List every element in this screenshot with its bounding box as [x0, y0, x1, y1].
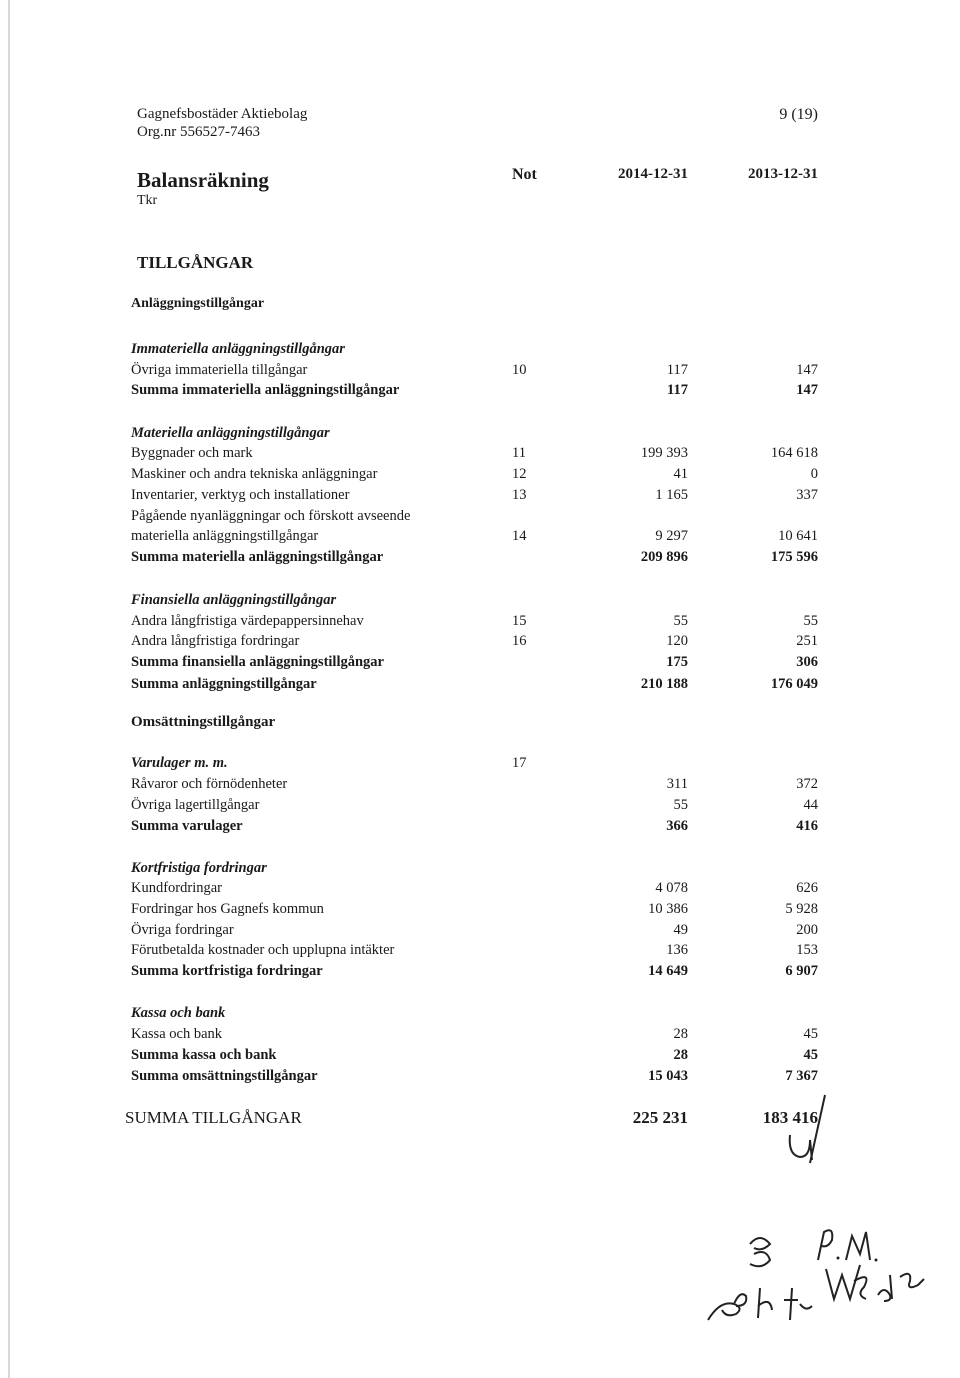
table-row [0, 613, 960, 633]
company-name: Gagnefsbostäder Aktiebolag [137, 106, 308, 122]
group-heading-row [0, 1005, 960, 1025]
row-value-2014: 199 393 [640, 445, 688, 461]
column-header-2013: 2013-12-31 [748, 166, 818, 182]
column-header-2014: 2014-12-31 [618, 166, 688, 182]
row-value-2013: 153 [796, 942, 818, 958]
sum-row [0, 676, 960, 696]
table-row [0, 445, 960, 465]
row-label: Kassa och bank [131, 1005, 226, 1021]
row-label: Råvaror och förnödenheter [131, 776, 288, 792]
row-value-2014: 15 043 [648, 1068, 688, 1084]
row-note: 12 [512, 466, 527, 482]
row-value-2014: 55 [673, 797, 688, 813]
row-value-2014: 209 896 [640, 549, 688, 565]
row-value-2014: 366 [666, 818, 688, 834]
row-value-2013: 200 [796, 922, 818, 938]
row-label: Summa kortfristiga fordringar [131, 963, 323, 979]
group-heading-row [0, 755, 960, 775]
row-note: 17 [512, 755, 527, 771]
section-title: TILLGÅNGAR [137, 253, 254, 272]
row-value-2014: 120 [666, 633, 688, 649]
table-row [0, 922, 960, 942]
row-label: Andra långfristiga värdepappersinnehav [131, 613, 364, 629]
row-value-2014: 28 [673, 1026, 688, 1042]
row-label: Kortfristiga fordringar [131, 860, 267, 876]
row-value-2014: 14 649 [648, 963, 688, 979]
row-label: Kassa och bank [131, 1026, 223, 1042]
row-value-2013: 7 367 [785, 1068, 818, 1084]
row-label: Fordringar hos Gagnefs kommun [131, 901, 324, 917]
table-row [0, 1026, 960, 1046]
unit-label: Tkr [137, 193, 158, 208]
row-value-2014: 136 [666, 942, 688, 958]
row-label: SUMMA TILLGÅNGAR [125, 1108, 302, 1127]
row-label: Byggnader och mark [131, 445, 253, 461]
row-label: Summa immateriella anläggningstillgångar [131, 382, 400, 398]
row-label: Maskiner och andra tekniska anläggningar [131, 466, 378, 482]
row-value-2013: 55 [803, 613, 818, 629]
page-number: 9 (19) [779, 106, 818, 123]
row-value-2014: 41 [673, 466, 688, 482]
row-value-2014: 55 [673, 613, 688, 629]
row-value-2014: 225 231 [632, 1108, 688, 1127]
sum-row [0, 382, 960, 402]
table-row [0, 880, 960, 900]
row-value-2013: 372 [796, 776, 818, 792]
sum-row [0, 818, 960, 838]
row-label: materiella anläggningstillgångar [131, 528, 319, 544]
row-value-2013: 45 [803, 1026, 818, 1042]
table-row [0, 508, 960, 528]
table-row [0, 797, 960, 817]
row-label: Summa finansiella anläggningstillgångar [131, 654, 384, 670]
row-note: 14 [512, 528, 527, 544]
row-value-2013: 5 928 [785, 901, 818, 917]
row-value-2013: 45 [803, 1047, 818, 1063]
row-label: Summa materiella anläggningstillgångar [131, 549, 384, 565]
row-value-2013: 0 [810, 466, 818, 482]
row-value-2014: 210 188 [640, 676, 688, 692]
row-note: 16 [512, 633, 527, 649]
row-label: Summa kassa och bank [131, 1047, 277, 1063]
row-value-2013: 10 641 [778, 528, 818, 544]
row-label: Finansiella anläggningstillgångar [131, 592, 337, 608]
row-label: Andra långfristiga fordringar [131, 633, 300, 649]
row-label: Förutbetalda kostnader och upplupna intäkter [131, 942, 395, 958]
org-number: Org.nr 556527-7463 [137, 124, 261, 140]
row-value-2013: 626 [796, 880, 818, 896]
subsection-title: Omsättningstillgångar [131, 714, 276, 730]
row-value-2014: 28 [673, 1047, 688, 1063]
row-value-2013: 6 907 [785, 963, 818, 979]
table-row [0, 942, 960, 962]
row-label: Varulager m. m. [131, 755, 228, 771]
page-title: Balansräkning [137, 168, 269, 192]
row-value-2013: 175 596 [770, 549, 818, 565]
row-value-2013: 337 [796, 487, 818, 503]
row-value-2014: 117 [666, 362, 688, 378]
signature-initial-u [770, 1085, 850, 1165]
group-heading-row [0, 592, 960, 612]
row-value-2013: 44 [803, 797, 818, 813]
row-value-2013: 306 [796, 654, 818, 670]
row-value-2014: 311 [666, 776, 688, 792]
row-label: Övriga lagertillgångar [131, 797, 260, 813]
signature-wp [820, 1255, 930, 1315]
row-value-2014: 117 [667, 382, 688, 398]
sum-row [0, 549, 960, 569]
table-row [0, 901, 960, 921]
column-header-note: Not [512, 166, 537, 183]
row-value-2014: 10 386 [648, 901, 688, 917]
row-label: Summa anläggningstillgångar [131, 676, 317, 692]
row-value-2014: 49 [673, 922, 688, 938]
row-value-2013: 147 [796, 382, 818, 398]
row-value-2013: 176 049 [770, 676, 818, 692]
group-heading-row [0, 341, 960, 361]
row-label: Övriga fordringar [131, 922, 234, 938]
table-row [0, 362, 960, 382]
row-note: 10 [512, 362, 527, 378]
group-heading-row [0, 860, 960, 880]
row-label: Materiella anläggningstillgångar [131, 425, 330, 441]
row-label: Immateriella anläggningstillgångar [131, 341, 345, 357]
row-note: 15 [512, 613, 527, 629]
row-value-2014: 4 078 [655, 880, 688, 896]
row-value-2013: 416 [796, 818, 818, 834]
row-value-2013: 251 [796, 633, 818, 649]
sum-row [0, 963, 960, 983]
row-value-2013: 183 416 [762, 1108, 818, 1127]
row-label: Kundfordringar [131, 880, 223, 896]
row-label: Övriga immateriella tillgångar [131, 362, 308, 378]
row-value-2014: 175 [666, 654, 688, 670]
table-row [0, 466, 960, 486]
row-label: Inventarier, verktyg och installationer [131, 487, 350, 503]
row-value-2014: 1 165 [655, 487, 688, 503]
row-value-2013: 164 618 [770, 445, 818, 461]
row-label: Summa omsättningstillgångar [131, 1068, 318, 1084]
row-value-2013: 147 [796, 362, 818, 378]
subsection-title: Anläggningstillgångar [131, 296, 265, 311]
sum-row [0, 654, 960, 674]
row-note: 11 [512, 445, 526, 461]
signature-initials-b-kt [700, 1270, 820, 1330]
row-note: 13 [512, 487, 527, 503]
table-row [0, 633, 960, 653]
table-row [0, 487, 960, 507]
row-value-2014: 9 297 [655, 528, 688, 544]
row-label: Pågående nyanläggningar och förskott avseende [131, 508, 411, 524]
group-heading-row [0, 425, 960, 445]
row-label: Summa varulager [131, 818, 243, 834]
table-row [0, 776, 960, 796]
table-row [0, 528, 960, 548]
sum-row [0, 1047, 960, 1067]
